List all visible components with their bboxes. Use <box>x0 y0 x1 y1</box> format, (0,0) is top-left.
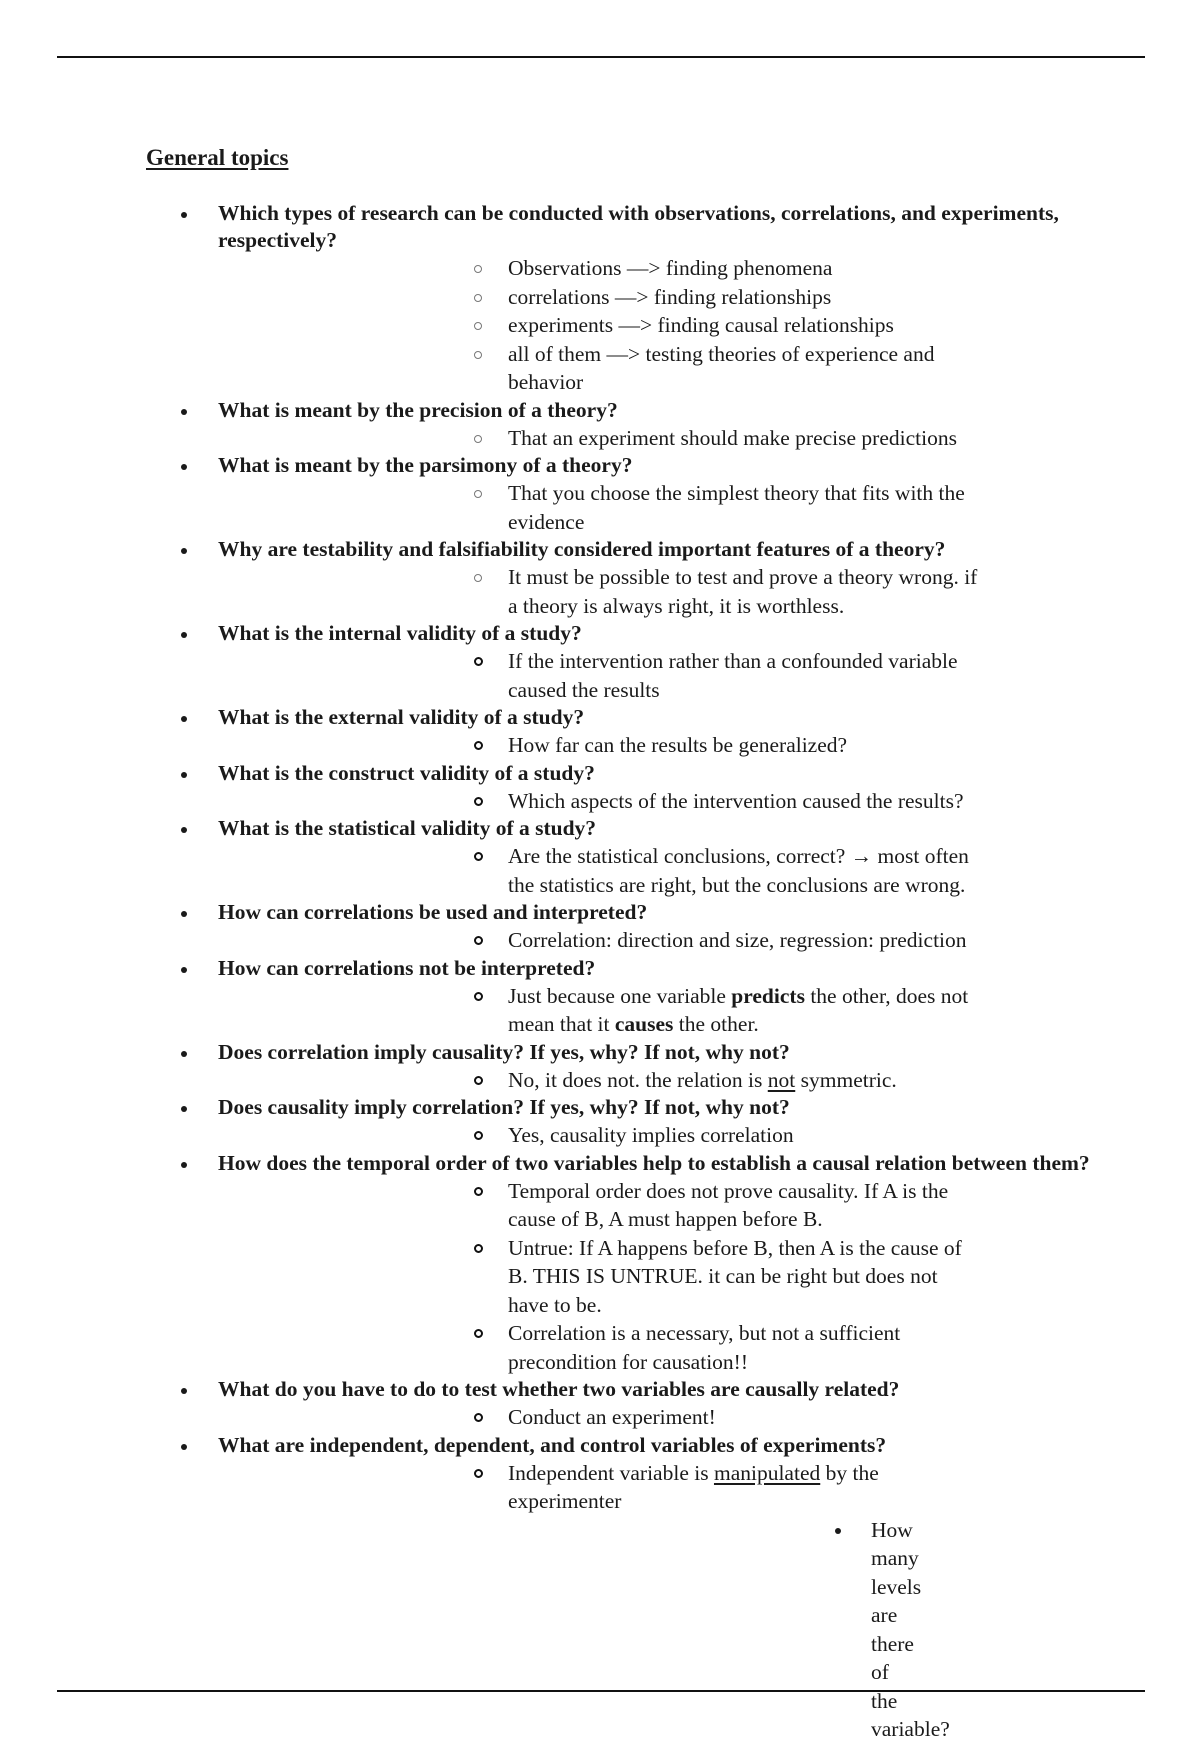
answer-list <box>218 479 1090 536</box>
circle-bullet-icon <box>474 1131 483 1140</box>
answer-text <box>508 1319 980 1376</box>
circle-bullet-icon <box>474 852 483 861</box>
answer-item <box>218 1319 1090 1376</box>
question-text: Does correlation imply causality? If yes, why? If not, why not? <box>218 1039 790 1064</box>
answer-fragment: the other. <box>673 1012 759 1036</box>
question-item <box>0 1376 1200 1432</box>
bullet-icon <box>181 1051 187 1057</box>
question-text: What is the statistical validity of a study? <box>218 816 597 840</box>
question-item <box>0 760 1200 816</box>
answer-fragment: That an experiment should make precise predictions <box>508 425 957 450</box>
section-heading: General topics <box>146 145 289 170</box>
answer-text <box>508 563 980 620</box>
answer-fragment: Are the statistical conclusions, correct? → most often the statistics are right, but the conclusions are wrong. <box>508 844 969 897</box>
circle-bullet-icon <box>474 657 483 666</box>
answer-list <box>218 1459 1090 1744</box>
answer-fragment: Independent variable is <box>508 1460 714 1485</box>
underlined-text: manipulated <box>713 1460 821 1485</box>
circle-bullet-icon <box>474 265 482 273</box>
question-item <box>0 815 1200 899</box>
underlined-text: not <box>767 1067 796 1092</box>
answer-text <box>508 926 980 955</box>
answer-item <box>218 254 1090 283</box>
answer-text <box>508 254 980 283</box>
bottom-rule <box>57 1690 1145 1692</box>
answer-text <box>508 283 980 312</box>
answer-fragment: Untrue: If A happens before B, then A is the cause of B. THIS IS UNTRUE. it can be right but does not have to be. <box>508 1235 962 1317</box>
answer-text <box>508 1459 980 1516</box>
answer-text <box>508 1177 980 1234</box>
circle-bullet-icon <box>474 1469 483 1478</box>
answer-item <box>218 647 1090 704</box>
circle-bullet-icon <box>474 435 482 443</box>
answer-list <box>218 1177 1090 1377</box>
question-item <box>0 536 1200 620</box>
answer-item <box>218 479 1090 536</box>
circle-bullet-icon <box>474 322 482 330</box>
question-text: What is the external validity of a study? <box>218 705 585 729</box>
bullet-icon <box>181 464 187 470</box>
answer-text <box>508 842 980 899</box>
question-text: What is the internal validity of a study? <box>218 621 582 645</box>
question-text: What do you have to do to test whether two variables are causally related? <box>218 1377 900 1401</box>
answer-fragment: If the intervention rather than a confounded variable caused the results <box>508 649 958 702</box>
circle-bullet-icon <box>474 351 482 359</box>
answer-list <box>218 1121 1090 1150</box>
answer-text <box>508 787 980 816</box>
answer-list <box>218 647 1090 704</box>
answer-text <box>508 982 980 1039</box>
sub-list <box>508 1516 980 1744</box>
question-text: How can correlations be used and interpreted? <box>218 900 648 924</box>
answer-text <box>508 1234 980 1320</box>
answer-list <box>218 982 1090 1039</box>
answer-item <box>218 842 1090 899</box>
top-rule <box>57 56 1145 58</box>
question-text: What is the construct validity of a study? <box>218 760 595 785</box>
bullet-icon <box>835 1528 841 1534</box>
circle-bullet-icon <box>474 490 482 498</box>
circle-bullet-icon <box>474 1329 483 1338</box>
question-text: Which types of research can be conducted with observations, correlations, and experiments, respectively? <box>218 201 1059 252</box>
bullet-icon <box>181 1106 187 1112</box>
circle-bullet-icon <box>474 936 483 945</box>
answer-item <box>218 340 1090 397</box>
answer-fragment: by the experimenter <box>508 1460 879 1513</box>
bullet-icon <box>181 1444 187 1450</box>
answer-item <box>218 1066 1090 1095</box>
question-item <box>0 452 1200 536</box>
question-item <box>0 1150 1200 1377</box>
answer-fragment: the other, does not mean that it <box>508 983 969 1036</box>
circle-bullet-icon <box>474 574 482 582</box>
answer-item <box>218 1177 1090 1234</box>
answer-item <box>218 787 1090 816</box>
answer-item <box>218 731 1090 760</box>
answer-item <box>218 311 1090 340</box>
answer-list <box>218 731 1090 760</box>
answer-fragment: Just because one variable <box>508 983 732 1008</box>
answer-item <box>218 1234 1090 1320</box>
circle-bullet-icon <box>474 1413 483 1422</box>
answer-list <box>218 926 1090 955</box>
answer-item <box>218 926 1090 955</box>
answer-text <box>508 479 980 536</box>
circle-bullet-icon <box>474 1187 483 1196</box>
question-item <box>0 200 1200 397</box>
answer-text <box>508 1121 980 1150</box>
answer-text <box>508 1066 980 1095</box>
question-text: Does causality imply correlation? If yes, why? If not, why not? <box>218 1095 790 1119</box>
bullet-icon <box>181 716 187 722</box>
answer-fragment: Temporal order does not prove causality. If A is the cause of B, A must happen before B. <box>508 1178 949 1231</box>
answer-list <box>218 1403 1090 1432</box>
answer-list <box>218 1066 1090 1095</box>
answer-text <box>508 340 980 397</box>
question-text: What is meant by the precision of a theory? <box>218 397 618 422</box>
answer-fragment: correlations —> finding relationships <box>508 284 832 309</box>
answer-fragment: Which aspects of the intervention caused the results? <box>508 788 964 813</box>
answer-list <box>218 842 1090 899</box>
bullet-icon <box>181 967 187 973</box>
question-text: Why are testability and falsifiability considered important features of a theory? <box>218 537 946 561</box>
answer-fragment: Observations —> finding phenomena <box>508 256 833 280</box>
question-text: How can correlations not be interpreted? <box>218 955 596 980</box>
answer-text <box>508 647 980 704</box>
bullet-icon <box>181 1162 187 1168</box>
question-item <box>0 1432 1200 1744</box>
answer-list <box>218 787 1090 816</box>
answer-fragment: It must be possible to test and prove a theory wrong. if a theory is always right, it is worthless. <box>508 565 978 618</box>
answer-item <box>218 283 1090 312</box>
answer-list <box>218 254 1090 397</box>
answer-fragment: Correlation is a necessary, but not a sufficient precondition for causation!! <box>508 1321 901 1374</box>
answer-item <box>218 982 1090 1039</box>
question-item <box>0 1094 1200 1150</box>
circle-bullet-icon <box>474 741 483 750</box>
question-text: What is meant by the parsimony of a theory? <box>218 453 633 477</box>
question-item <box>0 955 1200 1039</box>
question-item <box>0 620 1200 704</box>
circle-bullet-icon <box>474 1244 483 1253</box>
answer-item <box>218 1121 1090 1150</box>
answer-fragment: experiments —> finding causal relationships <box>508 313 894 337</box>
bullet-icon <box>181 1388 187 1394</box>
bullet-icon <box>181 212 187 218</box>
answer-fragment: symmetric. <box>795 1067 897 1092</box>
circle-bullet-icon <box>474 1076 483 1085</box>
answer-text <box>508 311 980 340</box>
answer-item <box>218 1459 1090 1744</box>
answer-text <box>508 424 980 453</box>
bullet-icon <box>181 827 187 833</box>
circle-bullet-icon <box>474 992 483 1001</box>
answer-fragment: That you choose the simplest theory that fits with the evidence <box>508 481 965 534</box>
answer-fragment: How far can the results be generalized? <box>508 733 848 757</box>
bullet-icon <box>181 548 187 554</box>
bold-text: causes <box>614 1012 674 1036</box>
answer-fragment: No, it does not. the relation is <box>508 1067 768 1092</box>
answer-fragment: Correlation: direction and size, regression: prediction <box>508 928 967 952</box>
question-text: What are independent, dependent, and control variables of experiments? <box>218 1432 887 1457</box>
answer-item <box>218 1403 1090 1432</box>
bullet-icon <box>181 632 187 638</box>
circle-bullet-icon <box>474 294 482 302</box>
answer-fragment: all of them —> testing theories of experience and behavior <box>508 341 935 394</box>
question-item <box>0 397 1200 453</box>
question-item <box>0 1039 1200 1095</box>
circle-bullet-icon <box>474 797 483 806</box>
answer-fragment: Conduct an experiment! <box>508 1405 716 1429</box>
answer-text <box>508 1403 980 1432</box>
answer-text <box>508 731 980 760</box>
question-item <box>0 704 1200 760</box>
answer-list <box>218 563 1090 620</box>
answer-fragment: Yes, causality implies correlation <box>508 1123 794 1147</box>
answer-item <box>218 424 1090 453</box>
bullet-icon <box>181 772 187 778</box>
answer-item <box>218 563 1090 620</box>
answer-list <box>218 424 1090 453</box>
question-list <box>0 200 1200 1744</box>
sub-item: How many levels are there of the variable? <box>508 1516 981 1744</box>
bullet-icon <box>181 409 187 415</box>
bullet-icon <box>181 911 187 917</box>
bold-text: predicts <box>731 983 805 1008</box>
question-item <box>0 899 1200 955</box>
question-text: How does the temporal order of two variables help to establish a causal relation between them? <box>218 1150 1090 1175</box>
